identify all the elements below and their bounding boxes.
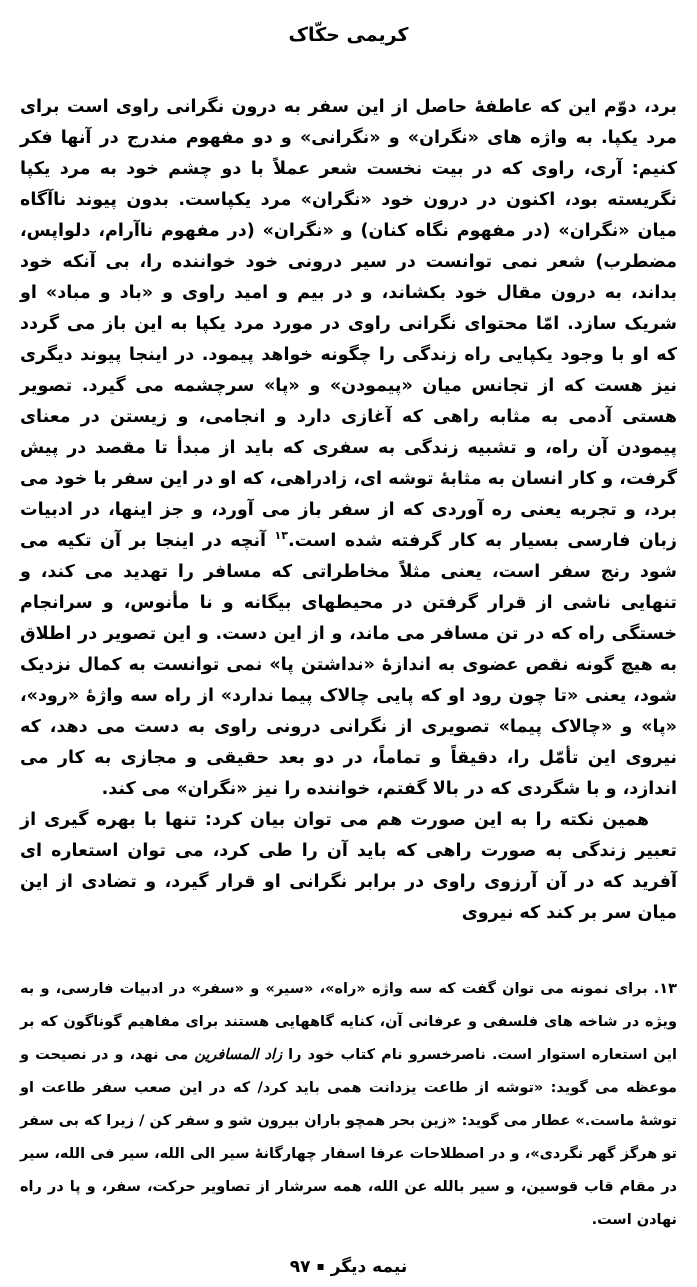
footnote-text: برای نمونه می توان گفت که سه واژه «راه»، «سیر» و «سفر» در ادبیات فارسی، و به ویژه در شاخه های فلسفی و عرفانی آن، کنایه گاههایی هستند برای مفاهیم گوناگون که بر این استعاره استوار است. ناصرخسرو نام کتاب خود را <box>20 981 677 1063</box>
page-number: ۹۷ <box>289 1257 311 1277</box>
footer-separator-square: ▪ <box>316 1259 325 1273</box>
main-text-block <box>20 92 677 929</box>
footnote-reference-13: ۱۳ <box>274 529 288 543</box>
journal-name: نیمه دیگر <box>330 1257 408 1277</box>
book-title-zad-al-mosaferin: زاد المسافرین <box>194 1047 283 1063</box>
running-head-author: کریمی حکّاک <box>288 24 409 46</box>
footnote-text: می نهد، و در نصیحت و موعظه می گوید: «توشه از طاعت یزدانت همی باید کرد/ که در این صعب سفر طاعت او توشهٔ ماست.» عطار می گوید: «زین بحر همچو باران بیرون شو و سفر کن / زیرا که بی سفر تو هرگز گهر نگردی»، و در اصطلاحات عرفا اسفار چهارگانهٔ سیر الی الله، سیر فی الله، سیر در مقام قاب قوسین، و سیر بالله عن الله، همه سرشار از تصاویر حرکت، سفر، و پا در راه نهادن است. <box>20 1047 677 1228</box>
paragraph-second: همین نکته را به این صورت هم می توان بیان کرد: تنها با بهره گیری از تعبیر زندگی به صورت راهی که باید آن را طی کرد، می توان استعاره ای آفرید که در آن آرزوی راوی در برابر نگرانی او قرار گیرد، و تضادی از این میان سر بر کند که نیروی <box>20 810 677 923</box>
paragraph-text: آنچه در اینجا بر آن تکیه می شود رنج سفر است، یعنی مثلاً مخاطراتی که مسافر را تهدید می کند، و تنهایی ناشی از قرار گرفتن در محیطهای بیگانه و نا مأنوس، و سرانجام خستگی راه که در تن مسافر می ماند، و از این دست. و این تصویر در اطلاق به هیچ گونه نقص عضوی به اندازهٔ «نداشتن پا» نمی توانست به کمال نزدیک شود، یعنی «تا چون رود او که پایی چالاک پیما ندارد» از راه سه واژهٔ «رود»، «پا» و «چالاک پیما» تصویری از نگرانی درونی راوی به دست می دهد، که نیروی این تأمّل را، دقیقاً و تماماً، در دو بعد حقیقی و مجازی به کار می اندازد، و با شگردی که در بالا گفتم، خواننده را نیز «نگران» می کند. <box>20 531 677 799</box>
paragraph-continued <box>20 92 677 805</box>
footnote-13 <box>20 973 677 1237</box>
footnote-number: ۱۳. <box>653 981 677 997</box>
paragraph-text: برد، دوّم این که عاطفهٔ حاصل از این سفر به درون نگرانی راوی است برای مرد یکپا. به واژه های «نگران» و «نگرانی» و دو مفهوم مندرج در آنها فکر کنیم: آری، راوی که در بیت نخست شعر عملاً با دو چشم خود به مرد یکپا نگریسته بود، اکنون در درون خود «نگران» مرد یکپاست. بدون پیوند ناآگاه میان «نگران» (در مفهوم نگاه کنان) و «نگران» (در مفهوم ناآرام، دلواپس، مضطرب) شعر نمی توانست در سیر درونی خود خواننده را، بی آنکه خود بداند، به درون مقال خود بکشاند، و در بیم و امید راوی و «باد و مباد» او شریک سازد. امّا محتوای نگرانی راوی در مورد مرد یکپا به این باز می گردد که او با وجود یکپایی راه زندگی را چگونه خواهد پیمود. در اینجا پیوند دیگری نیز هست که از تجانس میان «پیمودن» و «پا» سرچشمه می گیرد. تصویر هستی آدمی به مثابه راهی که آغازی دارد و انجامی، و زیستن در معنای پیمودن آن راه، و تشبیه زندگی به سفری که باید از مبدأ تا مقصد در پیش گرفت، و کار انسان به مثابهٔ توشه ای، زادراهی، که او در این سفر با خود می برد، و تجربه یعنی ره آوردی که از سفر باز می آورد، و جز اینها، در ادبیات زبان فارسی بسیار به کار گرفته شده است. <box>20 97 677 551</box>
footnote-block <box>20 973 677 1237</box>
page-footer <box>20 1257 677 1277</box>
